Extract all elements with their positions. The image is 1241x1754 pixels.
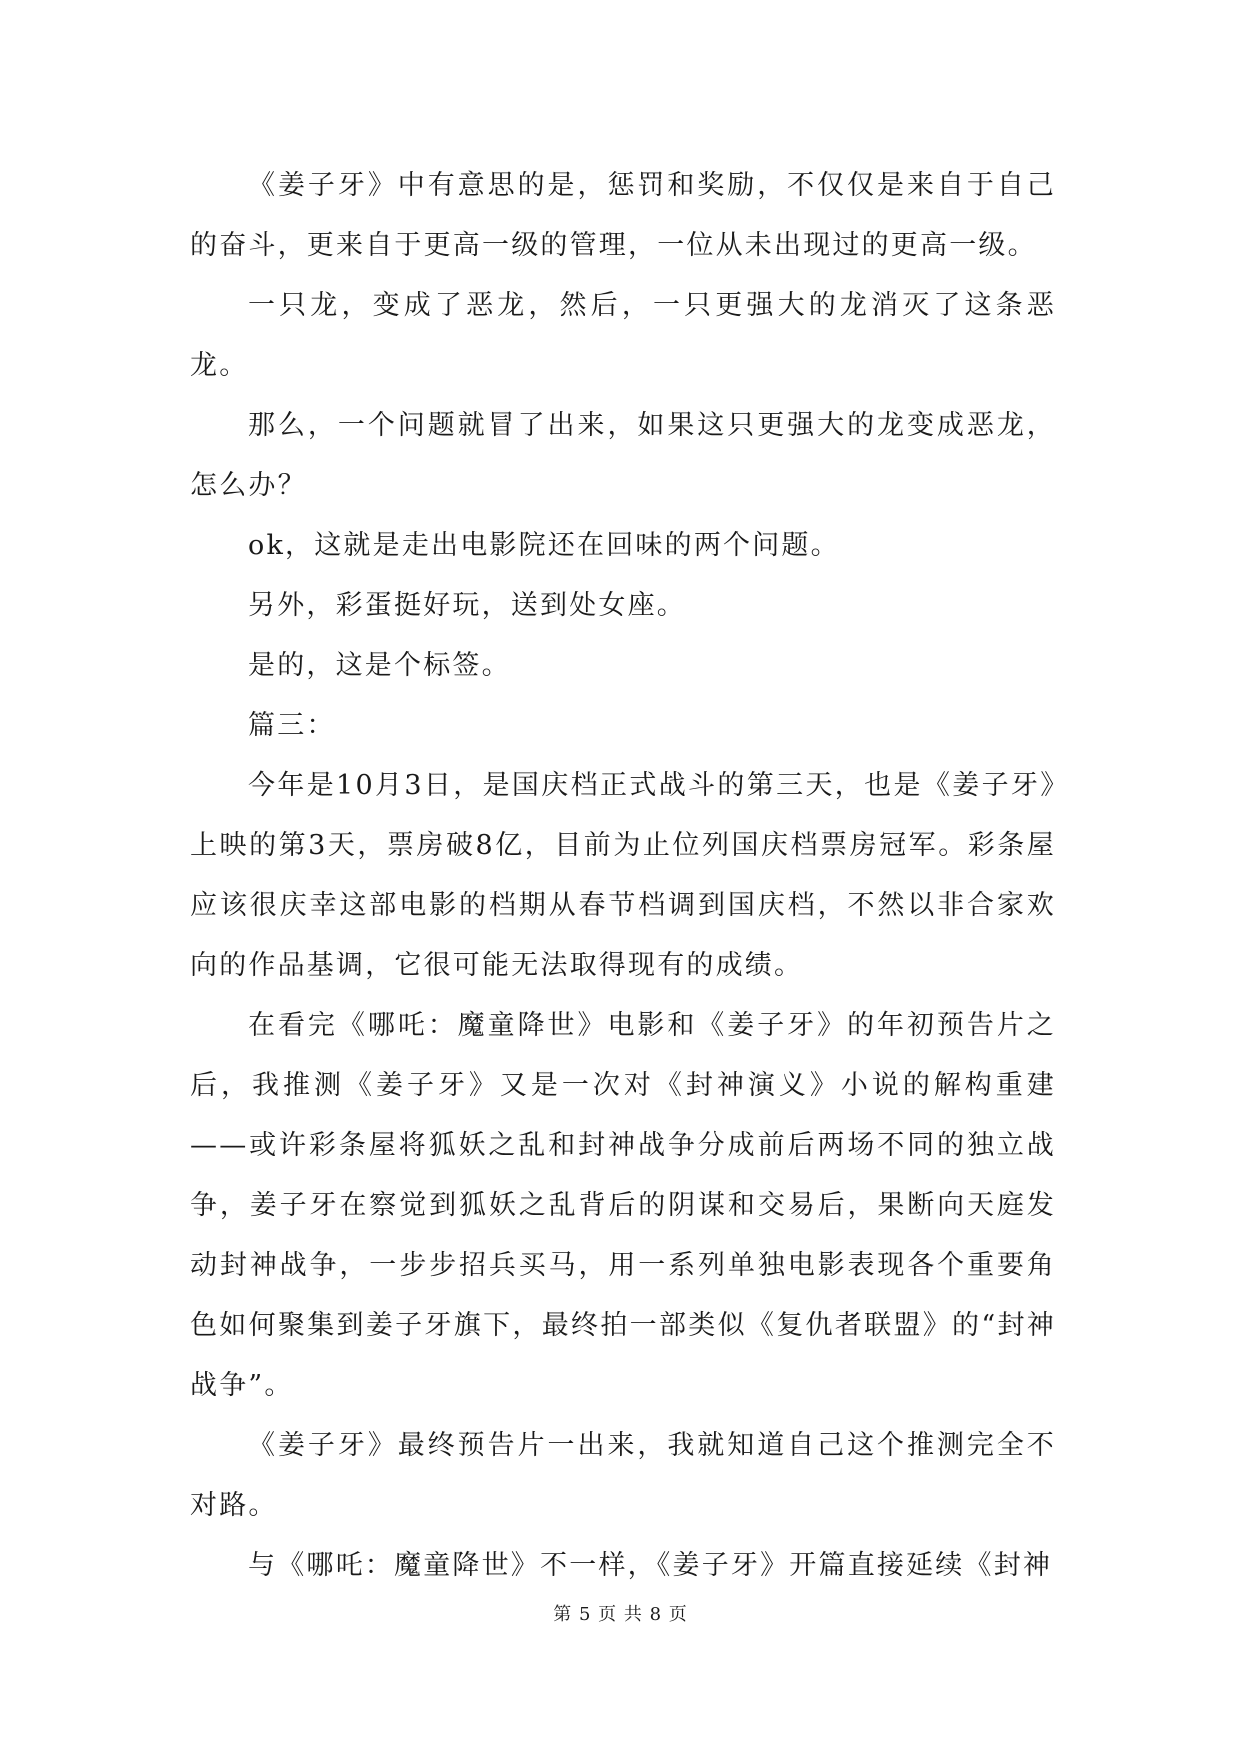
paragraph: 是的，这是个标签。 [248, 650, 511, 681]
document-body [190, 156, 1056, 1596]
paragraph: 《姜子牙》中有意思的是，惩罚和奖励，不仅仅是来自于自己的奋斗，更来自于更高一级的管理，一位从未出现过的更高一级。 [190, 170, 1056, 261]
paragraph: ok，这就是走出电影院还在回味的两个问题。 [248, 530, 840, 561]
paragraph: 在看完《哪吒：魔童降世》电影和《姜子牙》的年初预告片之后，我推测《姜子牙》又是一次对《封神演义》小说的解构重建——或许彩条屋将狐妖之乱和封神战争分成前后两场不同的独立战争，姜子牙在察觉到狐妖之乱背后的阴谋和交易后，果断向天庭发动封神战争，一步步招兵买马，用一系列单独电影表现各个重要角色如何聚集到姜子牙旗下，最终拍一部类似《复仇者联盟》的“封神战争”。 [190, 1010, 1056, 1401]
paragraph: 《姜子牙》最终预告片一出来，我就知道自己这个推测完全不对路。 [190, 1430, 1056, 1521]
paragraph: 一只龙，变成了恶龙，然后，一只更强大的龙消灭了这条恶龙。 [190, 290, 1056, 381]
paragraph: 与《哪吒：魔童降世》不一样，《姜子牙》开篇直接延续《封神 [248, 1550, 1053, 1581]
paragraph: 那么，一个问题就冒了出来，如果这只更强大的龙变成恶龙，怎么办？ [190, 410, 1056, 501]
paragraph: 今年是10月3日，是国庆档正式战斗的第三天，也是《姜子牙》上映的第3天，票房破8亿，目前为止位列国庆档票房冠军。彩条屋应该很庆幸这部电影的档期从春节档调到国庆档，不然以非合家欢向的作品基调，它很可能无法取得现有的成绩。 [190, 770, 1056, 981]
page-number: 第 5 页 共 8 页 [553, 1604, 688, 1625]
paragraph: 另外，彩蛋挺好玩，送到处女座。 [248, 590, 686, 621]
section-heading: 篇三： [248, 710, 336, 741]
page-footer [0, 1600, 1241, 1626]
